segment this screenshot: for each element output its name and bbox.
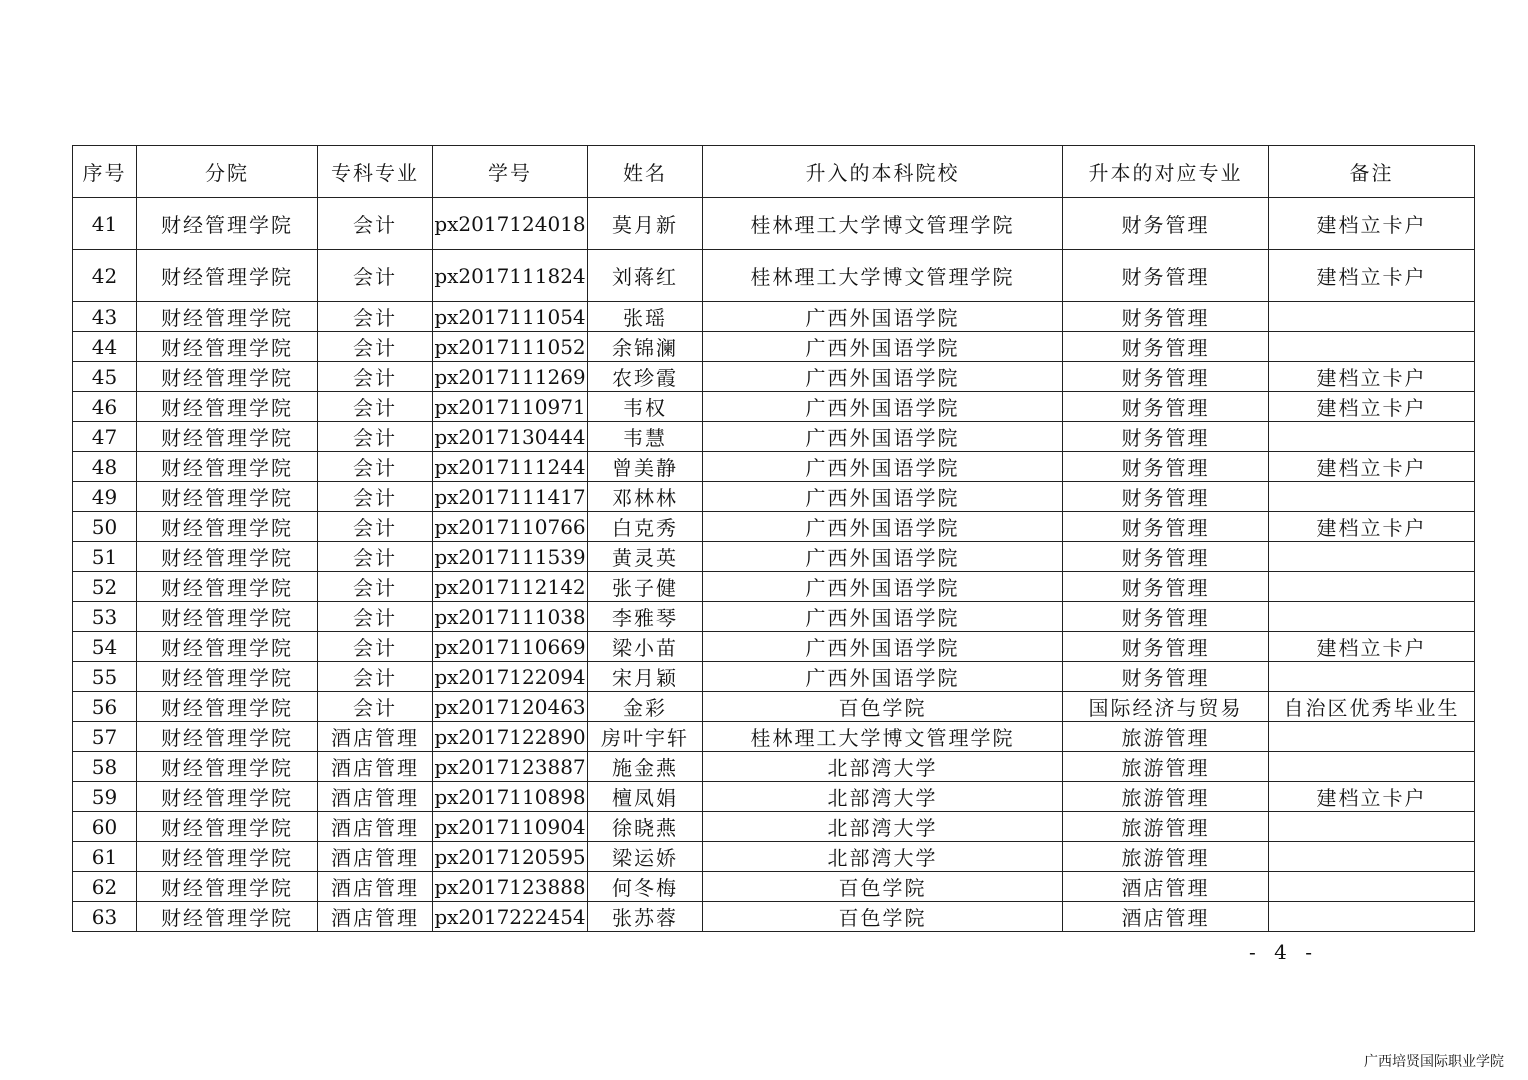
cell-target-major: 财务管理 bbox=[1063, 362, 1269, 392]
cell-target-major: 财务管理 bbox=[1063, 452, 1269, 482]
cell-remark bbox=[1269, 662, 1475, 692]
table-row bbox=[73, 842, 1475, 872]
cell-university: 广西外国语学院 bbox=[703, 392, 1063, 422]
cell-student-id: px2017111539 bbox=[433, 542, 588, 572]
cell-major: 酒店管理 bbox=[318, 872, 433, 902]
cell-major: 会计 bbox=[318, 452, 433, 482]
cell-major: 会计 bbox=[318, 332, 433, 362]
cell-name: 邓林林 bbox=[588, 482, 703, 512]
cell-remark: 建档立卡户 bbox=[1269, 392, 1475, 422]
table-row bbox=[73, 872, 1475, 902]
cell-college: 财经管理学院 bbox=[137, 662, 318, 692]
cell-target-major: 财务管理 bbox=[1063, 250, 1269, 302]
table-row bbox=[73, 392, 1475, 422]
cell-student-id: px2017111244 bbox=[433, 452, 588, 482]
cell-college: 财经管理学院 bbox=[137, 842, 318, 872]
table-row bbox=[73, 752, 1475, 782]
cell-major: 会计 bbox=[318, 482, 433, 512]
cell-student-id: px2017124018 bbox=[433, 198, 588, 250]
header-college: 分院 bbox=[137, 146, 318, 198]
cell-major: 酒店管理 bbox=[318, 842, 433, 872]
cell-index: 62 bbox=[73, 872, 137, 902]
cell-student-id: px2017130444 bbox=[433, 422, 588, 452]
cell-remark bbox=[1269, 902, 1475, 932]
table-row bbox=[73, 422, 1475, 452]
cell-target-major: 财务管理 bbox=[1063, 602, 1269, 632]
cell-index: 56 bbox=[73, 692, 137, 722]
table-row bbox=[73, 332, 1475, 362]
cell-target-major: 财务管理 bbox=[1063, 632, 1269, 662]
cell-index: 58 bbox=[73, 752, 137, 782]
footer-organization: 广西培贤国际职业学院 bbox=[1364, 1054, 1504, 1070]
cell-remark bbox=[1269, 302, 1475, 332]
table-header-row bbox=[73, 146, 1475, 198]
cell-student-id: px2017112142 bbox=[433, 572, 588, 602]
header-student-id: 学号 bbox=[433, 146, 588, 198]
cell-index: 54 bbox=[73, 632, 137, 662]
cell-college: 财经管理学院 bbox=[137, 332, 318, 362]
cell-major: 会计 bbox=[318, 302, 433, 332]
cell-index: 42 bbox=[73, 250, 137, 302]
cell-major: 酒店管理 bbox=[318, 812, 433, 842]
cell-university: 桂林理工大学博文管理学院 bbox=[703, 722, 1063, 752]
cell-college: 财经管理学院 bbox=[137, 482, 318, 512]
cell-college: 财经管理学院 bbox=[137, 632, 318, 662]
cell-student-id: px2017120595 bbox=[433, 842, 588, 872]
cell-major: 会计 bbox=[318, 392, 433, 422]
cell-major: 会计 bbox=[318, 602, 433, 632]
table-row bbox=[73, 198, 1475, 250]
cell-target-major: 酒店管理 bbox=[1063, 872, 1269, 902]
cell-target-major: 财务管理 bbox=[1063, 302, 1269, 332]
cell-student-id: px2017120463 bbox=[433, 692, 588, 722]
cell-remark: 建档立卡户 bbox=[1269, 512, 1475, 542]
cell-target-major: 财务管理 bbox=[1063, 392, 1269, 422]
cell-major: 酒店管理 bbox=[318, 722, 433, 752]
cell-college: 财经管理学院 bbox=[137, 362, 318, 392]
table-row bbox=[73, 572, 1475, 602]
cell-student-id: px2017111054 bbox=[433, 302, 588, 332]
cell-student-id: px2017123888 bbox=[433, 872, 588, 902]
cell-name: 何冬梅 bbox=[588, 872, 703, 902]
cell-college: 财经管理学院 bbox=[137, 572, 318, 602]
table-body bbox=[73, 198, 1475, 932]
table-row bbox=[73, 722, 1475, 752]
cell-remark bbox=[1269, 722, 1475, 752]
cell-major: 会计 bbox=[318, 198, 433, 250]
table-row bbox=[73, 512, 1475, 542]
cell-university: 北部湾大学 bbox=[703, 782, 1063, 812]
table-row bbox=[73, 452, 1475, 482]
cell-remark bbox=[1269, 812, 1475, 842]
cell-student-id: px2017111038 bbox=[433, 602, 588, 632]
cell-major: 会计 bbox=[318, 512, 433, 542]
cell-remark bbox=[1269, 842, 1475, 872]
cell-remark bbox=[1269, 332, 1475, 362]
cell-student-id: px2017110669 bbox=[433, 632, 588, 662]
cell-index: 53 bbox=[73, 602, 137, 632]
cell-remark bbox=[1269, 422, 1475, 452]
cell-college: 财经管理学院 bbox=[137, 392, 318, 422]
cell-student-id: px2017111824 bbox=[433, 250, 588, 302]
cell-index: 45 bbox=[73, 362, 137, 392]
cell-remark: 建档立卡户 bbox=[1269, 452, 1475, 482]
header-university: 升入的本科院校 bbox=[703, 146, 1063, 198]
cell-college: 财经管理学院 bbox=[137, 512, 318, 542]
cell-index: 48 bbox=[73, 452, 137, 482]
cell-college: 财经管理学院 bbox=[137, 872, 318, 902]
cell-college: 财经管理学院 bbox=[137, 722, 318, 752]
cell-name: 张子健 bbox=[588, 572, 703, 602]
cell-target-major: 财务管理 bbox=[1063, 198, 1269, 250]
student-table-container bbox=[72, 145, 1475, 932]
cell-major: 酒店管理 bbox=[318, 752, 433, 782]
cell-student-id: px2017111417 bbox=[433, 482, 588, 512]
table-row bbox=[73, 902, 1475, 932]
cell-university: 广西外国语学院 bbox=[703, 632, 1063, 662]
table-row bbox=[73, 302, 1475, 332]
header-major: 专科专业 bbox=[318, 146, 433, 198]
cell-college: 财经管理学院 bbox=[137, 452, 318, 482]
cell-college: 财经管理学院 bbox=[137, 812, 318, 842]
cell-name: 徐晓燕 bbox=[588, 812, 703, 842]
cell-remark bbox=[1269, 752, 1475, 782]
cell-university: 广西外国语学院 bbox=[703, 542, 1063, 572]
cell-major: 酒店管理 bbox=[318, 902, 433, 932]
cell-name: 金彩 bbox=[588, 692, 703, 722]
cell-name: 梁运娇 bbox=[588, 842, 703, 872]
cell-college: 财经管理学院 bbox=[137, 422, 318, 452]
student-table bbox=[72, 145, 1475, 932]
cell-college: 财经管理学院 bbox=[137, 902, 318, 932]
cell-index: 61 bbox=[73, 842, 137, 872]
cell-name: 余锦澜 bbox=[588, 332, 703, 362]
cell-remark bbox=[1269, 482, 1475, 512]
header-target-major: 升本的对应专业 bbox=[1063, 146, 1269, 198]
table-row bbox=[73, 692, 1475, 722]
cell-major: 会计 bbox=[318, 692, 433, 722]
cell-index: 49 bbox=[73, 482, 137, 512]
header-index: 序号 bbox=[73, 146, 137, 198]
cell-student-id: px2017110971 bbox=[433, 392, 588, 422]
table-row bbox=[73, 362, 1475, 392]
cell-name: 施金燕 bbox=[588, 752, 703, 782]
cell-student-id: px2017222454 bbox=[433, 902, 588, 932]
cell-remark: 建档立卡户 bbox=[1269, 198, 1475, 250]
cell-target-major: 财务管理 bbox=[1063, 542, 1269, 572]
cell-index: 63 bbox=[73, 902, 137, 932]
cell-index: 55 bbox=[73, 662, 137, 692]
cell-university: 北部湾大学 bbox=[703, 752, 1063, 782]
cell-college: 财经管理学院 bbox=[137, 752, 318, 782]
cell-remark: 建档立卡户 bbox=[1269, 362, 1475, 392]
cell-index: 47 bbox=[73, 422, 137, 452]
cell-index: 44 bbox=[73, 332, 137, 362]
cell-name: 房叶宇轩 bbox=[588, 722, 703, 752]
cell-major: 会计 bbox=[318, 542, 433, 572]
cell-name: 檀凤娟 bbox=[588, 782, 703, 812]
cell-index: 52 bbox=[73, 572, 137, 602]
cell-student-id: px2017111269 bbox=[433, 362, 588, 392]
cell-university: 广西外国语学院 bbox=[703, 332, 1063, 362]
cell-college: 财经管理学院 bbox=[137, 782, 318, 812]
cell-remark: 建档立卡户 bbox=[1269, 250, 1475, 302]
cell-university: 百色学院 bbox=[703, 692, 1063, 722]
cell-name: 刘蒋红 bbox=[588, 250, 703, 302]
cell-college: 财经管理学院 bbox=[137, 198, 318, 250]
cell-major: 会计 bbox=[318, 250, 433, 302]
table-row bbox=[73, 482, 1475, 512]
cell-university: 桂林理工大学博文管理学院 bbox=[703, 250, 1063, 302]
table-row bbox=[73, 250, 1475, 302]
cell-index: 43 bbox=[73, 302, 137, 332]
cell-remark bbox=[1269, 542, 1475, 572]
cell-target-major: 财务管理 bbox=[1063, 422, 1269, 452]
table-row bbox=[73, 782, 1475, 812]
cell-name: 李雅琴 bbox=[588, 602, 703, 632]
cell-major: 会计 bbox=[318, 362, 433, 392]
cell-student-id: px2017122890 bbox=[433, 722, 588, 752]
cell-index: 51 bbox=[73, 542, 137, 572]
table-row bbox=[73, 542, 1475, 572]
cell-name: 莫月新 bbox=[588, 198, 703, 250]
cell-remark bbox=[1269, 872, 1475, 902]
table-row bbox=[73, 812, 1475, 842]
cell-index: 59 bbox=[73, 782, 137, 812]
cell-major: 会计 bbox=[318, 422, 433, 452]
cell-major: 会计 bbox=[318, 662, 433, 692]
cell-target-major: 旅游管理 bbox=[1063, 812, 1269, 842]
cell-student-id: px2017110904 bbox=[433, 812, 588, 842]
cell-university: 北部湾大学 bbox=[703, 842, 1063, 872]
cell-university: 广西外国语学院 bbox=[703, 482, 1063, 512]
cell-target-major: 财务管理 bbox=[1063, 512, 1269, 542]
header-name: 姓名 bbox=[588, 146, 703, 198]
cell-remark bbox=[1269, 572, 1475, 602]
cell-name: 曾美静 bbox=[588, 452, 703, 482]
cell-college: 财经管理学院 bbox=[137, 302, 318, 332]
cell-university: 广西外国语学院 bbox=[703, 452, 1063, 482]
cell-index: 50 bbox=[73, 512, 137, 542]
cell-name: 韦权 bbox=[588, 392, 703, 422]
cell-student-id: px2017111052 bbox=[433, 332, 588, 362]
cell-university: 百色学院 bbox=[703, 902, 1063, 932]
table-row bbox=[73, 602, 1475, 632]
cell-name: 白克秀 bbox=[588, 512, 703, 542]
cell-target-major: 财务管理 bbox=[1063, 332, 1269, 362]
cell-index: 46 bbox=[73, 392, 137, 422]
cell-target-major: 财务管理 bbox=[1063, 482, 1269, 512]
cell-college: 财经管理学院 bbox=[137, 602, 318, 632]
page-number: - 4 - bbox=[1249, 940, 1318, 964]
cell-remark: 建档立卡户 bbox=[1269, 632, 1475, 662]
cell-name: 张苏蓉 bbox=[588, 902, 703, 932]
cell-university: 广西外国语学院 bbox=[703, 302, 1063, 332]
cell-university: 广西外国语学院 bbox=[703, 572, 1063, 602]
cell-college: 财经管理学院 bbox=[137, 692, 318, 722]
cell-university: 广西外国语学院 bbox=[703, 362, 1063, 392]
cell-target-major: 酒店管理 bbox=[1063, 902, 1269, 932]
cell-target-major: 旅游管理 bbox=[1063, 782, 1269, 812]
cell-target-major: 旅游管理 bbox=[1063, 752, 1269, 782]
cell-university: 广西外国语学院 bbox=[703, 662, 1063, 692]
cell-student-id: px2017110766 bbox=[433, 512, 588, 542]
cell-name: 农珍霞 bbox=[588, 362, 703, 392]
cell-index: 41 bbox=[73, 198, 137, 250]
cell-name: 黄灵英 bbox=[588, 542, 703, 572]
cell-name: 宋月颖 bbox=[588, 662, 703, 692]
cell-target-major: 财务管理 bbox=[1063, 662, 1269, 692]
cell-target-major: 旅游管理 bbox=[1063, 722, 1269, 752]
cell-college: 财经管理学院 bbox=[137, 250, 318, 302]
cell-major: 会计 bbox=[318, 632, 433, 662]
table-row bbox=[73, 632, 1475, 662]
header-remark: 备注 bbox=[1269, 146, 1475, 198]
cell-name: 韦慧 bbox=[588, 422, 703, 452]
cell-remark: 自治区优秀毕业生 bbox=[1269, 692, 1475, 722]
cell-university: 广西外国语学院 bbox=[703, 602, 1063, 632]
cell-university: 桂林理工大学博文管理学院 bbox=[703, 198, 1063, 250]
cell-index: 57 bbox=[73, 722, 137, 752]
cell-remark: 建档立卡户 bbox=[1269, 782, 1475, 812]
cell-target-major: 旅游管理 bbox=[1063, 842, 1269, 872]
cell-university: 广西外国语学院 bbox=[703, 422, 1063, 452]
cell-college: 财经管理学院 bbox=[137, 542, 318, 572]
cell-university: 广西外国语学院 bbox=[703, 512, 1063, 542]
cell-student-id: px2017123887 bbox=[433, 752, 588, 782]
cell-university: 北部湾大学 bbox=[703, 812, 1063, 842]
cell-target-major: 国际经济与贸易 bbox=[1063, 692, 1269, 722]
cell-target-major: 财务管理 bbox=[1063, 572, 1269, 602]
cell-university: 百色学院 bbox=[703, 872, 1063, 902]
cell-remark bbox=[1269, 602, 1475, 632]
cell-major: 会计 bbox=[318, 572, 433, 602]
cell-name: 张瑶 bbox=[588, 302, 703, 332]
cell-student-id: px2017110898 bbox=[433, 782, 588, 812]
table-row bbox=[73, 662, 1475, 692]
cell-name: 梁小苗 bbox=[588, 632, 703, 662]
cell-index: 60 bbox=[73, 812, 137, 842]
cell-student-id: px2017122094 bbox=[433, 662, 588, 692]
cell-major: 酒店管理 bbox=[318, 782, 433, 812]
